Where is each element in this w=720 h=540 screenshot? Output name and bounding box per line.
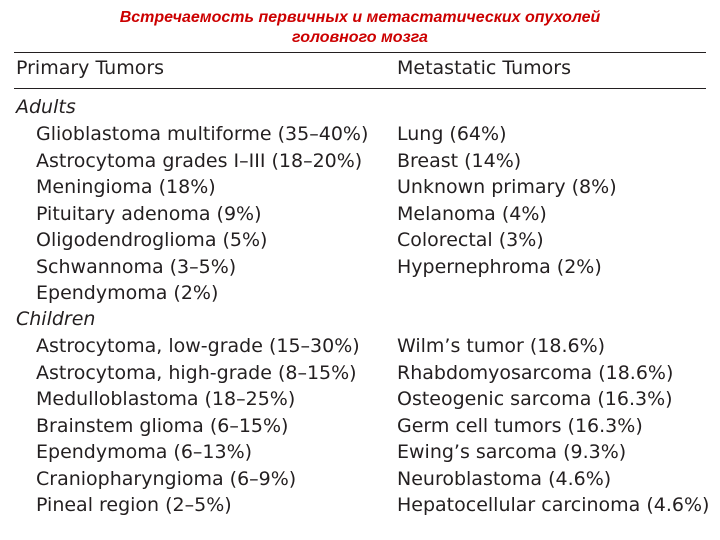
children-primary-row: Astrocytoma, low-grade (15–30%) bbox=[36, 335, 360, 357]
adults-primary-row: Pituitary adenoma (9%) bbox=[36, 202, 262, 225]
table-top-rule bbox=[14, 52, 706, 53]
adults-primary-row: Schwannoma (3–5%) bbox=[36, 255, 237, 278]
children-metastatic-row: Wilm’s tumor (18.6%) bbox=[397, 335, 606, 357]
children-metastatic-row: Hepatocellular carcinoma (4.6%) bbox=[397, 494, 710, 516]
adults-metastatic-row: Hypernephroma (2%) bbox=[397, 255, 602, 278]
slide-title-line-1: Встречаемость первичных и метастатических опухолей bbox=[119, 9, 601, 26]
column-header-metastatic: Metastatic Tumors bbox=[397, 57, 571, 79]
children-primary-row: Brainstem glioma (6–15%) bbox=[36, 414, 289, 437]
adults-metastatic-row: Lung (64%) bbox=[397, 123, 507, 145]
adults-metastatic-row: Colorectal (3%) bbox=[397, 229, 544, 251]
adults-metastatic-row: Breast (14%) bbox=[397, 149, 522, 172]
column-header-primary: Primary Tumors bbox=[16, 57, 165, 79]
children-primary-row: Astrocytoma, high-grade (8–15%) bbox=[36, 361, 357, 384]
adults-primary-row: Astrocytoma grades I–III (18–20%) bbox=[36, 149, 363, 172]
children-metastatic-row: Neuroblastoma (4.6%) bbox=[397, 467, 612, 490]
adults-primary-row: Ependymoma (2%) bbox=[36, 282, 219, 304]
adults-metastatic-row: Melanoma (4%) bbox=[397, 202, 547, 225]
adults-primary-row: Oligodendroglioma (5%) bbox=[36, 229, 268, 251]
slide-title-line-2: головного мозга bbox=[292, 29, 428, 46]
children-metastatic-row: Germ cell tumors (16.3%) bbox=[397, 414, 643, 437]
section-label-adults: Adults bbox=[16, 96, 76, 118]
children-primary-row: Pineal region (2–5%) bbox=[36, 494, 232, 516]
children-primary-row: Medulloblastoma (18–25%) bbox=[36, 388, 296, 410]
section-label-children: Children bbox=[16, 308, 96, 330]
children-primary-row: Craniopharyngioma (6–9%) bbox=[36, 467, 297, 490]
children-metastatic-row: Osteogenic sarcoma (16.3%) bbox=[397, 388, 673, 410]
children-metastatic-row: Rhabdomyosarcoma (18.6%) bbox=[397, 361, 674, 384]
children-metastatic-row: Ewing’s sarcoma (9.3%) bbox=[397, 441, 627, 463]
children-primary-row: Ependymoma (6–13%) bbox=[36, 441, 253, 463]
table-header-rule bbox=[14, 88, 706, 89]
adults-metastatic-row: Unknown primary (8%) bbox=[397, 176, 617, 198]
adults-primary-row: Meningioma (18%) bbox=[36, 176, 216, 198]
adults-primary-row: Glioblastoma multiforme (35–40%) bbox=[36, 123, 369, 145]
